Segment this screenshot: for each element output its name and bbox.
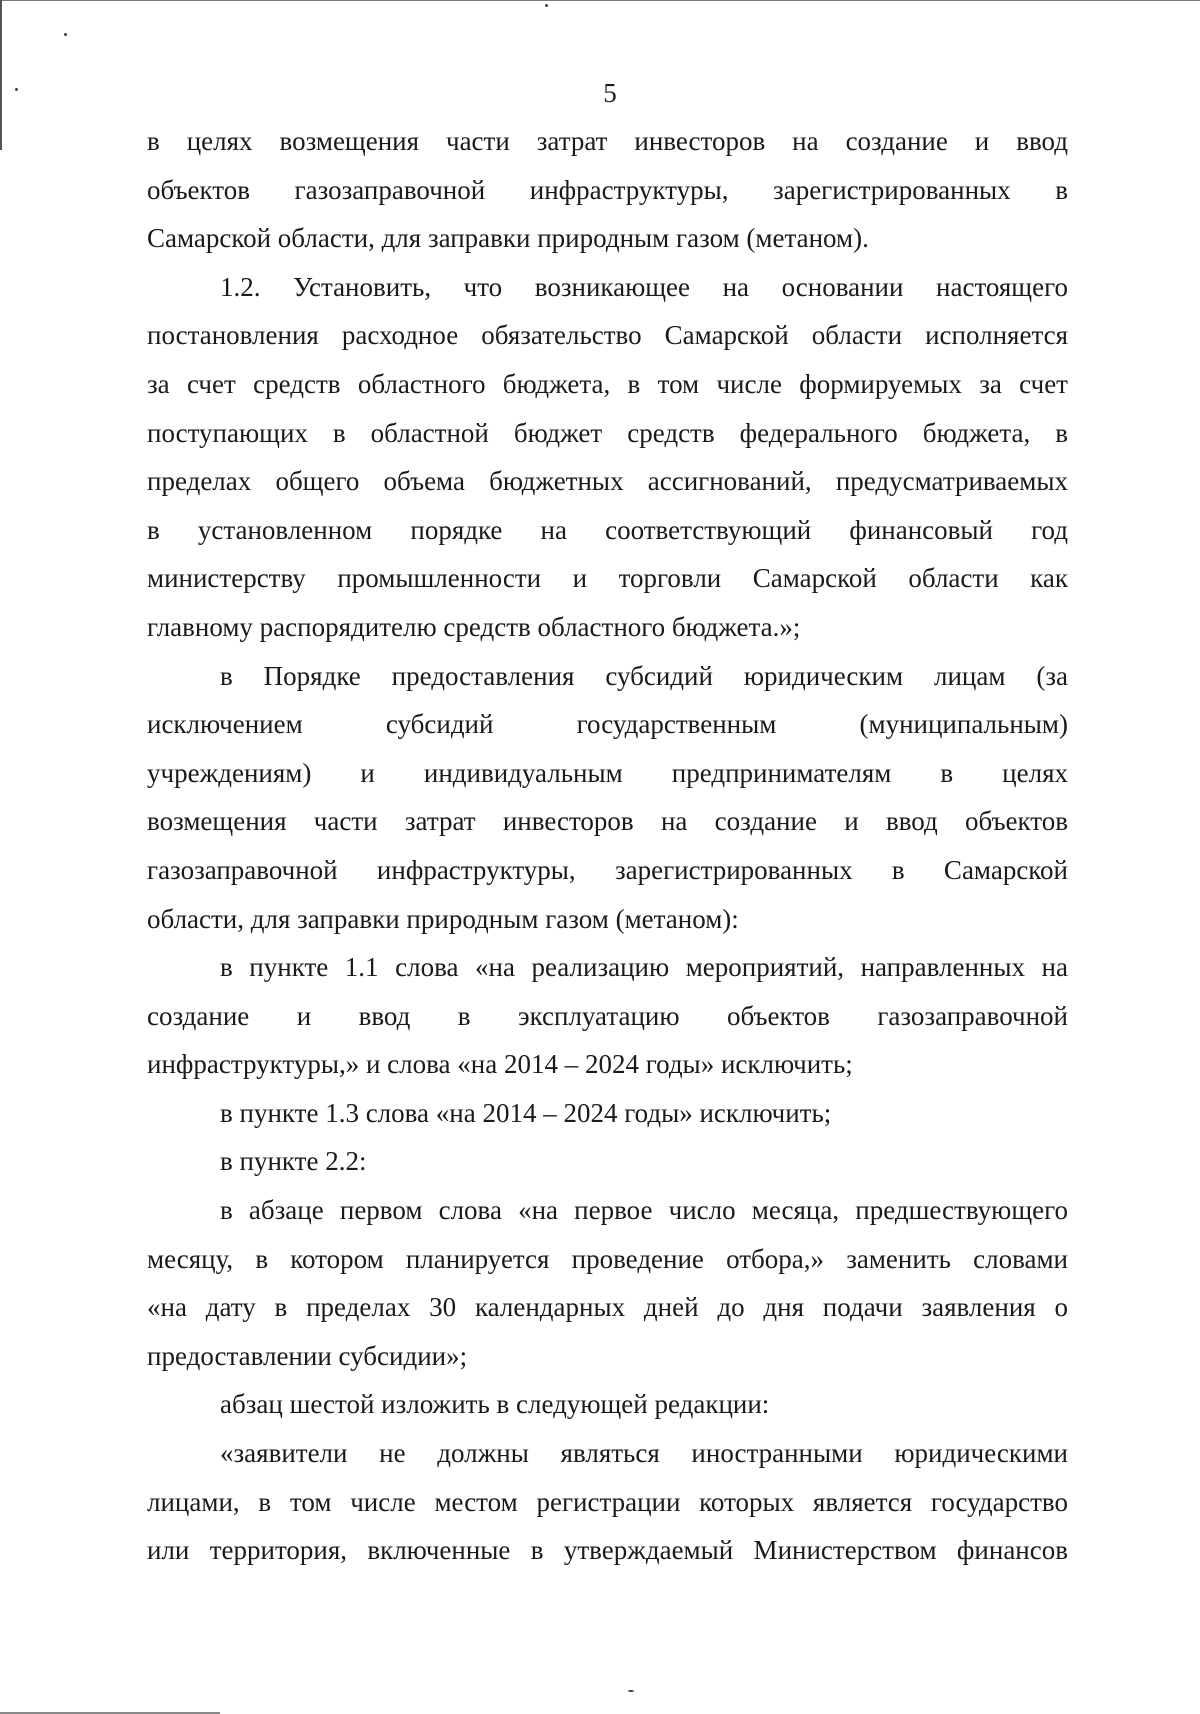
- text-line: объектов газозаправочной инфраструктуры, зарегистрированных в: [147, 174, 1068, 205]
- text-line: лицами, в том числе местом регистрации которых является государство: [147, 1486, 1068, 1517]
- text-line: абзац шестой изложить в следующей редакции:: [220, 1389, 770, 1420]
- text-line: в абзаце первом слова «на первое число месяца, предшествующего: [220, 1195, 1068, 1226]
- text-line: возмещения части затрат инвесторов на создание и ввод объектов: [147, 806, 1068, 837]
- text-line: исключением субсидий государственным (муниципальным): [147, 709, 1068, 740]
- scan-speck: [545, 4, 548, 7]
- text-line: «заявители не должны являться иностранными юридическими: [220, 1438, 1068, 1469]
- page-number: 5: [603, 78, 617, 108]
- text-line: за счет средств областного бюджета, в том числе формируемых за счет: [147, 368, 1068, 399]
- text-line: в установленном порядке на соответствующий финансовый год: [147, 514, 1068, 545]
- text-line: в пункте 1.1 слова «на реализацию мероприятий, направленных на: [220, 952, 1068, 983]
- text-line: постановления расходное обязательство Самарской области исполняется: [147, 320, 1068, 351]
- text-line: месяцу, в котором планируется проведение отбора,» заменить словами: [147, 1243, 1068, 1274]
- text-line: пределах общего объема бюджетных ассигнований, предусматриваемых: [147, 466, 1068, 497]
- text-line: в Порядке предоставления субсидий юридическим лицам (за: [220, 660, 1068, 691]
- text-line: газозаправочной инфраструктуры, зарегистрированных в Самарской: [147, 854, 1068, 885]
- document-body: [147, 117, 1068, 1575]
- text-line: в пункте 2.2:: [220, 1146, 367, 1177]
- text-line: или территория, включенные в утверждаемый Министерством финансов: [147, 1535, 1068, 1566]
- text-line: инфраструктуры,» и слова «на 2014 – 2024 годы» исключить;: [147, 1049, 853, 1080]
- text-line: области, для заправки природным газом (метаном):: [147, 903, 739, 934]
- scan-speck: [628, 1690, 634, 1692]
- text-line: 1.2. Установить, что возникающее на основании настоящего: [220, 271, 1068, 302]
- text-line: в пункте 1.3 слова «на 2014 – 2024 годы» исключить;: [220, 1097, 832, 1128]
- text-line: предоставлении субсидии»;: [147, 1340, 468, 1371]
- text-line: учреждениям) и индивидуальным предпринимателям в целях: [147, 757, 1068, 788]
- scan-edge-left: [0, 0, 2, 150]
- text-line: «на дату в пределах 30 календарных дней до дня подачи заявления о: [147, 1292, 1068, 1323]
- scan-speck: [64, 33, 67, 36]
- text-line: министерству промышленности и торговли Самарской области как: [147, 563, 1068, 594]
- text-line: в целях возмещения части затрат инвесторов на создание и ввод: [147, 126, 1068, 156]
- text-line: создание и ввод в эксплуатацию объектов газозаправочной: [147, 1000, 1068, 1031]
- text-line: поступающих в областной бюджет средств федерального бюджета, в: [147, 417, 1068, 448]
- text-line: главному распорядителю средств областного бюджета.»;: [147, 611, 801, 642]
- text-line: Самарской области, для заправки природным газом (метаном).: [147, 223, 869, 254]
- scan-edge-top: [0, 0, 1200, 1]
